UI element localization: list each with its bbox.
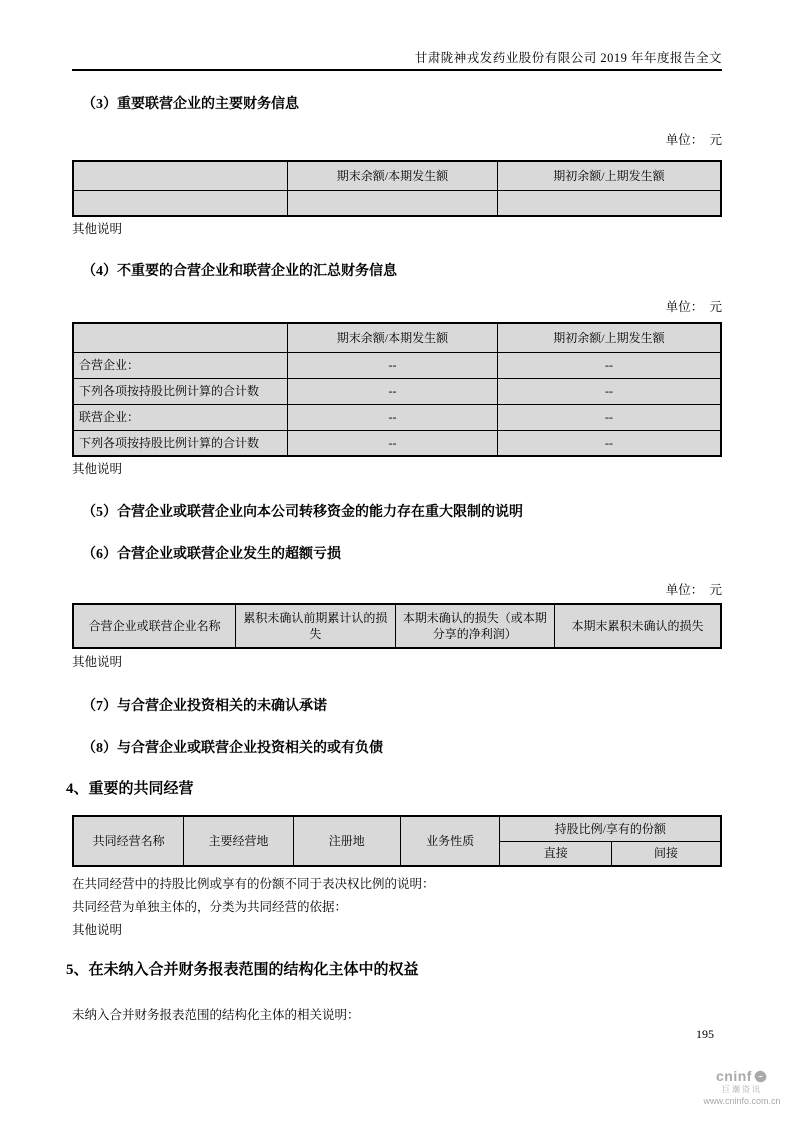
section-heading-3: （3）重要联营企业的主要财务信息 <box>82 97 299 112</box>
table-header-cell: 期初余额/上期发生额 <box>497 323 721 352</box>
table-cell: -- <box>287 404 497 430</box>
section-heading-4: （4）不重要的合营企业和联营企业的汇总财务信息 <box>82 264 397 279</box>
header-divider <box>72 69 722 71</box>
section-heading-5: （5）合营企业或联营企业向本公司转移资金的能力存在重大限制的说明 <box>82 505 523 520</box>
table-header-row <box>73 604 721 648</box>
row-label-cell: 合营企业： <box>73 352 287 378</box>
unit-label-table1: 单位： 元 <box>665 133 722 147</box>
table-cell <box>287 190 497 216</box>
table-row <box>73 378 721 404</box>
table-subheader-cell: 直接 <box>500 841 611 866</box>
page-number: 195 <box>696 1027 714 1041</box>
section-heading-8: （8）与合营企业或联营企业投资相关的或有负债 <box>82 741 383 756</box>
table-subheader-cell: 间接 <box>611 841 721 866</box>
table-excess-losses <box>72 603 722 649</box>
table-header-cell: 本期末累积未确认的损失 <box>554 604 721 648</box>
row-label-cell: 联营企业： <box>73 404 287 430</box>
page-content <box>66 0 722 1042</box>
section-heading-6: （6）合营企业或联营企业发生的超额亏损 <box>82 547 341 562</box>
cninfo-cn-name: 巨潮资讯 <box>722 1085 762 1094</box>
table-row <box>73 190 721 216</box>
table-group-header-cell: 持股比例/享有的份额 <box>500 816 721 841</box>
report-title-header: 甘肃陇神戎发药业股份有限公司 2019 年年度报告全文 <box>414 51 722 65</box>
cninfo-watermark <box>696 1068 788 1106</box>
table-header-cell: 本期未确认的损失（或本期分享的净利润） <box>395 604 554 648</box>
row-label-cell: 下列各项按持股比例计算的合计数 <box>73 430 287 456</box>
chapter-heading-joint-operations: 4、重要的共同经营 <box>66 781 194 797</box>
table-cell: -- <box>287 378 497 404</box>
table-cell: -- <box>287 430 497 456</box>
table-cell: -- <box>287 352 497 378</box>
table-header-cell: 主要经营地 <box>184 816 294 866</box>
table-cell: -- <box>497 352 721 378</box>
unit-label-table2: 单位： 元 <box>665 300 722 314</box>
table-header-cell: 业务性质 <box>400 816 500 866</box>
table-header-cell: 期末余额/本期发生额 <box>287 161 497 190</box>
table-cell: -- <box>497 404 721 430</box>
table-cell: -- <box>497 430 721 456</box>
row-label-cell: 下列各项按持股比例计算的合计数 <box>73 378 287 404</box>
table-cell <box>497 190 721 216</box>
table-header-cell: 期初余额/上期发生额 <box>497 161 721 190</box>
table-summary-jv-associates <box>72 322 722 457</box>
note-structured-entities: 未纳入合并财务报表范围的结构化主体的相关说明： <box>72 1008 360 1022</box>
other-note-label: 其他说明 <box>72 462 123 476</box>
section-heading-7: （7）与合营企业投资相关的未确认承诺 <box>82 699 327 714</box>
table-header-cell: 合营企业或联营企业名称 <box>73 604 236 648</box>
note-classification-basis: 共同经营为单独主体的，分类为共同经营的依据： <box>72 900 348 914</box>
note-voting-ratio: 在共同经营中的持股比例或享有的份额不同于表决权比例的说明： <box>72 877 435 891</box>
other-note-label: 其他说明 <box>72 923 123 937</box>
table-header-cell <box>73 323 287 352</box>
cninfo-url: www.cninfo.com.cn <box>703 1096 781 1106</box>
chapter-heading-structured-entities: 5、在未纳入合并财务报表范围的结构化主体中的权益 <box>66 962 419 978</box>
table-header-cell: 注册地 <box>293 816 400 866</box>
table-important-associates <box>72 160 722 217</box>
table-header-cell <box>73 161 287 190</box>
table-cell <box>73 190 287 216</box>
table-header-cell: 期末余额/本期发生额 <box>287 323 497 352</box>
cninfo-swirl-icon <box>753 1069 768 1084</box>
table-cell: -- <box>497 378 721 404</box>
table-joint-operations <box>72 815 722 867</box>
cninfo-brand-text: cninf <box>716 1068 752 1084</box>
table-row <box>73 430 721 456</box>
table-header-row <box>73 816 721 841</box>
table-header-cell: 共同经营名称 <box>73 816 184 866</box>
table-header-row <box>73 323 721 352</box>
table-header-row <box>73 161 721 190</box>
table-row <box>73 352 721 378</box>
other-note-label: 其他说明 <box>72 655 123 669</box>
other-note-label: 其他说明 <box>72 222 123 236</box>
table-header-cell: 累积未确认前期累计认的损失 <box>236 604 395 648</box>
table-row <box>73 404 721 430</box>
cninfo-brand-row <box>696 1068 788 1084</box>
unit-label-table3: 单位： 元 <box>665 583 722 597</box>
